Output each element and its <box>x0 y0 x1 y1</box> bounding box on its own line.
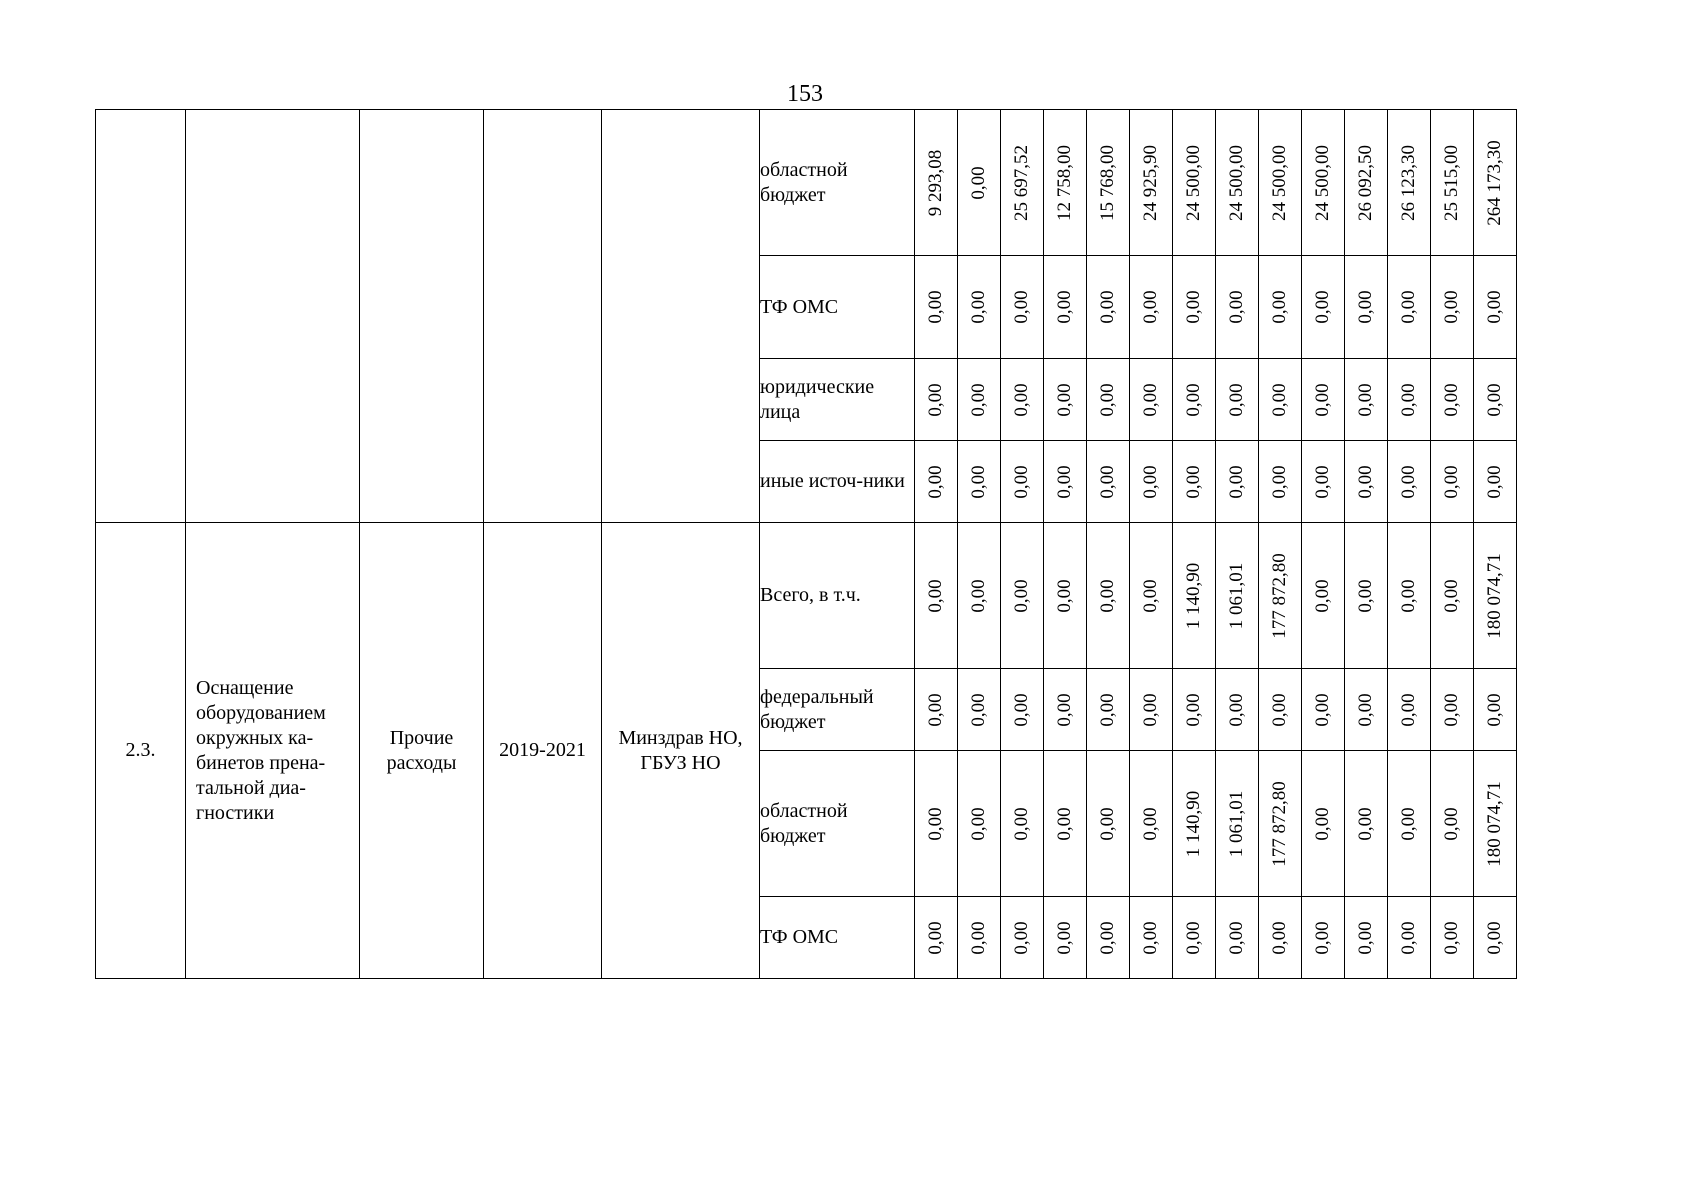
value-cell <box>1345 110 1388 256</box>
value-cell <box>1044 110 1087 256</box>
value-cell <box>1173 669 1216 751</box>
value-text: 0,00 <box>925 382 946 417</box>
value-text: 0,00 <box>925 464 946 499</box>
value-text: 0,00 <box>1097 464 1118 499</box>
value-text: 0,00 <box>1011 290 1032 324</box>
executor: Минздрав НО, ГБУЗ НО <box>618 726 743 774</box>
value-text: 0,00 <box>1269 464 1290 499</box>
value-cell <box>1259 359 1302 441</box>
value-cell <box>1001 441 1044 523</box>
value-cell <box>915 897 958 979</box>
value-text: 1 140,90 <box>1183 562 1204 629</box>
value-text: 177 872,80 <box>1269 780 1290 867</box>
value-cell <box>1173 751 1216 897</box>
value-cell <box>1259 897 1302 979</box>
value-text: 0,00 <box>1312 692 1333 727</box>
value-cell <box>1130 256 1173 359</box>
value-cell <box>1087 110 1130 256</box>
value-text: 0,00 <box>1054 692 1075 727</box>
value-text: 0,00 <box>1140 290 1161 324</box>
item-number-cell <box>96 523 186 979</box>
value-cell <box>1302 523 1345 669</box>
funding-source-cell <box>760 441 915 523</box>
value-text: 0,00 <box>1441 578 1462 613</box>
value-cell <box>1302 441 1345 523</box>
value-cell <box>1130 110 1173 256</box>
value-cell <box>958 897 1001 979</box>
value-cell <box>1474 897 1517 979</box>
value-text: 0,00 <box>1355 290 1376 324</box>
value-cell <box>1431 523 1474 669</box>
value-text: 0,00 <box>1269 920 1290 955</box>
value-cell <box>1388 669 1431 751</box>
value-cell <box>1044 441 1087 523</box>
value-text: 15 768,00 <box>1097 144 1118 221</box>
value-cell <box>1259 669 1302 751</box>
value-cell <box>1345 897 1388 979</box>
value-cell <box>1216 523 1259 669</box>
value-cell <box>1345 751 1388 897</box>
value-text: 0,00 <box>1226 692 1247 727</box>
value-cell <box>1259 523 1302 669</box>
value-cell <box>1001 669 1044 751</box>
value-cell <box>1130 523 1173 669</box>
value-cell <box>1302 110 1345 256</box>
value-text: 0,00 <box>925 290 946 324</box>
value-cell <box>1302 897 1345 979</box>
value-text: 0,00 <box>1140 806 1161 841</box>
value-cell <box>1302 359 1345 441</box>
value-cell <box>1173 256 1216 359</box>
funding-source-cell <box>760 256 915 359</box>
value-cell <box>1087 441 1130 523</box>
value-text: 0,00 <box>968 382 989 417</box>
value-text: 0,00 <box>1183 382 1204 417</box>
value-text: 0,00 <box>1183 290 1204 324</box>
value-cell <box>1474 441 1517 523</box>
value-text: 0,00 <box>1441 290 1462 324</box>
value-cell <box>1001 359 1044 441</box>
value-text: 9 293,08 <box>925 149 946 216</box>
value-text: 0,00 <box>1140 692 1161 727</box>
value-cell <box>1216 256 1259 359</box>
value-text: 0,00 <box>1484 382 1505 417</box>
funding-source-label: федеральный бюджет <box>760 685 874 733</box>
table-row <box>96 110 1517 256</box>
value-cell <box>1001 897 1044 979</box>
value-text: 0,00 <box>1054 806 1075 841</box>
value-text: 0,00 <box>1312 382 1333 417</box>
value-text: 180 074,71 <box>1484 780 1505 867</box>
value-text: 0,00 <box>1097 382 1118 417</box>
value-cell <box>1388 751 1431 897</box>
value-cell <box>915 110 958 256</box>
value-text: 24 500,00 <box>1269 144 1290 221</box>
value-cell <box>1087 751 1130 897</box>
value-text: 0,00 <box>1312 290 1333 324</box>
value-text: 26 123,30 <box>1398 144 1419 221</box>
value-cell <box>915 751 958 897</box>
value-cell <box>1130 897 1173 979</box>
value-cell <box>1474 359 1517 441</box>
value-text: 264 173,30 <box>1484 139 1505 226</box>
value-text: 177 872,80 <box>1269 552 1290 639</box>
value-cell <box>958 110 1001 256</box>
value-cell <box>1173 359 1216 441</box>
value-cell <box>1216 897 1259 979</box>
value-text: 0,00 <box>1097 578 1118 613</box>
value-cell <box>1044 256 1087 359</box>
value-text: 0,00 <box>1398 920 1419 955</box>
value-text: 0,00 <box>1140 920 1161 955</box>
period-cell <box>484 523 602 979</box>
value-text: 0,00 <box>1441 692 1462 727</box>
value-text: 12 758,00 <box>1054 144 1075 221</box>
value-text: 0,00 <box>1441 382 1462 417</box>
value-cell <box>915 523 958 669</box>
value-cell <box>1259 441 1302 523</box>
value-text: 24 500,00 <box>1226 144 1247 221</box>
funding-source-cell <box>760 897 915 979</box>
value-cell <box>1216 669 1259 751</box>
item-name-cell <box>186 523 360 979</box>
value-text: 1 061,01 <box>1226 790 1247 857</box>
value-cell <box>1345 441 1388 523</box>
value-text: 0,00 <box>1269 692 1290 727</box>
value-cell <box>1130 751 1173 897</box>
value-cell <box>1130 359 1173 441</box>
value-text: 0,00 <box>1441 806 1462 841</box>
funding-source-label: ТФ ОМС <box>760 926 839 948</box>
item-name: Оснащение оборудованием окружных ка-бинетов прена-тальной диа-гностики <box>196 676 326 824</box>
funding-source-cell <box>760 523 915 669</box>
item-number-empty-cell <box>96 110 186 523</box>
value-cell <box>1431 751 1474 897</box>
value-text: 0,00 <box>1355 578 1376 613</box>
expense-type: Прочие расходы <box>386 726 457 774</box>
funding-source-label: областной бюджет <box>760 158 848 206</box>
funding-source-label: иные источ-ники <box>760 470 905 492</box>
value-cell <box>1001 256 1044 359</box>
executor-empty-cell <box>602 110 760 523</box>
value-cell <box>1044 751 1087 897</box>
value-text: 0,00 <box>1269 290 1290 324</box>
value-cell <box>1087 256 1130 359</box>
value-text: 0,00 <box>1054 464 1075 499</box>
value-cell <box>915 441 958 523</box>
value-cell <box>958 441 1001 523</box>
value-text: 25 515,00 <box>1441 144 1462 221</box>
value-text: 0,00 <box>1312 464 1333 499</box>
funding-source-label: юридические лица <box>760 375 875 423</box>
value-cell <box>1216 751 1259 897</box>
value-text: 0,00 <box>1054 382 1075 417</box>
item-name-empty-cell <box>186 110 360 523</box>
value-text: 0,00 <box>1097 920 1118 955</box>
value-cell <box>1345 256 1388 359</box>
value-cell <box>1130 669 1173 751</box>
value-cell <box>1388 359 1431 441</box>
value-cell <box>958 523 1001 669</box>
value-text: 24 925,90 <box>1140 144 1161 221</box>
value-cell <box>958 256 1001 359</box>
value-cell <box>1259 751 1302 897</box>
value-cell <box>1474 256 1517 359</box>
value-text: 0,00 <box>1226 290 1247 324</box>
value-text: 0,00 <box>1054 290 1075 324</box>
value-text: 0,00 <box>1011 464 1032 499</box>
value-cell <box>1345 669 1388 751</box>
value-cell <box>1474 110 1517 256</box>
value-text: 24 500,00 <box>1312 144 1333 221</box>
value-text: 0,00 <box>968 578 989 613</box>
value-cell <box>1087 359 1130 441</box>
page-number: 153 <box>787 81 823 107</box>
value-text: 0,00 <box>925 920 946 955</box>
value-cell <box>1044 897 1087 979</box>
value-text: 1 140,90 <box>1183 790 1204 857</box>
value-text: 0,00 <box>925 578 946 613</box>
value-text: 25 697,52 <box>1011 144 1032 221</box>
value-text: 0,00 <box>1355 382 1376 417</box>
value-cell <box>1216 441 1259 523</box>
item-number: 2.3. <box>125 739 156 761</box>
value-cell <box>1431 441 1474 523</box>
value-cell <box>915 256 958 359</box>
value-text: 1 061,01 <box>1226 562 1247 629</box>
value-text: 0,00 <box>968 165 989 200</box>
value-text: 0,00 <box>968 920 989 955</box>
value-text: 0,00 <box>1355 692 1376 727</box>
value-text: 0,00 <box>1441 464 1462 499</box>
value-cell <box>1388 441 1431 523</box>
value-text: 0,00 <box>1312 806 1333 841</box>
value-text: 0,00 <box>1183 920 1204 955</box>
value-text: 0,00 <box>1011 692 1032 727</box>
value-cell <box>1474 751 1517 897</box>
value-text: 0,00 <box>1097 692 1118 727</box>
value-cell <box>1001 110 1044 256</box>
value-cell <box>1173 523 1216 669</box>
funding-source-cell <box>760 359 915 441</box>
budget-table <box>95 109 1517 979</box>
funding-source-label: Всего, в т.ч. <box>760 584 861 606</box>
value-text: 0,00 <box>1398 382 1419 417</box>
value-cell <box>958 669 1001 751</box>
expense-type-cell <box>360 523 484 979</box>
value-cell <box>1431 110 1474 256</box>
value-text: 0,00 <box>1097 290 1118 324</box>
value-text: 0,00 <box>1312 578 1333 613</box>
funding-source-cell <box>760 669 915 751</box>
value-text: 0,00 <box>925 692 946 727</box>
value-text: 0,00 <box>1140 464 1161 499</box>
value-cell <box>1216 359 1259 441</box>
executor-cell <box>602 523 760 979</box>
value-text: 0,00 <box>1011 578 1032 613</box>
value-text: 0,00 <box>1484 920 1505 955</box>
funding-source-label: ТФ ОМС <box>760 295 839 318</box>
value-text: 0,00 <box>1011 382 1032 417</box>
value-text: 0,00 <box>1269 382 1290 417</box>
value-text: 0,00 <box>1183 464 1204 499</box>
value-text: 0,00 <box>968 290 989 324</box>
value-cell <box>1087 897 1130 979</box>
value-cell <box>1130 441 1173 523</box>
value-text: 0,00 <box>1312 920 1333 955</box>
value-cell <box>1431 359 1474 441</box>
value-text: 0,00 <box>1398 578 1419 613</box>
value-text: 0,00 <box>1441 920 1462 955</box>
expense-type-empty-cell <box>360 110 484 523</box>
value-cell <box>1173 110 1216 256</box>
funding-source-label: областной бюджет <box>760 799 848 847</box>
value-text: 0,00 <box>1355 806 1376 841</box>
value-cell <box>1388 256 1431 359</box>
value-cell <box>1173 441 1216 523</box>
value-text: 0,00 <box>968 806 989 841</box>
value-cell <box>958 359 1001 441</box>
value-cell <box>915 669 958 751</box>
value-text: 0,00 <box>1398 806 1419 841</box>
value-cell <box>1044 669 1087 751</box>
value-cell <box>1044 359 1087 441</box>
value-cell <box>1388 110 1431 256</box>
value-text: 180 074,71 <box>1484 552 1505 639</box>
period: 2019-2021 <box>499 739 586 761</box>
value-text: 0,00 <box>1011 806 1032 841</box>
value-cell <box>1302 751 1345 897</box>
value-text: 0,00 <box>1097 806 1118 841</box>
value-text: 0,00 <box>1054 920 1075 955</box>
funding-source-cell <box>760 751 915 897</box>
value-cell <box>1388 523 1431 669</box>
value-cell <box>1431 897 1474 979</box>
value-cell <box>1345 359 1388 441</box>
value-text: 0,00 <box>1398 692 1419 727</box>
value-text: 26 092,50 <box>1355 144 1376 221</box>
value-cell <box>1302 256 1345 359</box>
value-text: 0,00 <box>968 464 989 499</box>
value-cell <box>915 359 958 441</box>
value-cell <box>1474 669 1517 751</box>
value-cell <box>1173 897 1216 979</box>
period-empty-cell <box>484 110 602 523</box>
value-cell <box>1259 256 1302 359</box>
funding-source-cell <box>760 110 915 256</box>
value-cell <box>1345 523 1388 669</box>
value-text: 0,00 <box>1398 290 1419 324</box>
value-cell <box>1474 523 1517 669</box>
value-text: 0,00 <box>1355 464 1376 499</box>
value-cell <box>1302 669 1345 751</box>
value-cell <box>1216 110 1259 256</box>
value-text: 0,00 <box>968 692 989 727</box>
value-text: 0,00 <box>1226 382 1247 417</box>
value-cell <box>1001 751 1044 897</box>
value-text: 0,00 <box>1355 920 1376 955</box>
value-text: 0,00 <box>1140 382 1161 417</box>
value-text: 0,00 <box>1484 290 1505 324</box>
value-text: 24 500,00 <box>1183 144 1204 221</box>
value-text: 0,00 <box>1226 464 1247 499</box>
value-text: 0,00 <box>1484 464 1505 499</box>
value-text: 0,00 <box>925 806 946 841</box>
value-text: 0,00 <box>1054 578 1075 613</box>
value-text: 0,00 <box>1398 464 1419 499</box>
table-row <box>96 523 1517 669</box>
value-cell <box>1087 523 1130 669</box>
value-text: 0,00 <box>1484 692 1505 727</box>
value-cell <box>1044 523 1087 669</box>
value-cell <box>1388 897 1431 979</box>
value-cell <box>958 751 1001 897</box>
value-cell <box>1259 110 1302 256</box>
value-cell <box>1431 256 1474 359</box>
value-cell <box>1431 669 1474 751</box>
value-text: 0,00 <box>1011 920 1032 955</box>
value-cell <box>1087 669 1130 751</box>
value-text: 0,00 <box>1183 692 1204 727</box>
value-cell <box>1001 523 1044 669</box>
value-text: 0,00 <box>1226 920 1247 955</box>
value-text: 0,00 <box>1140 578 1161 613</box>
